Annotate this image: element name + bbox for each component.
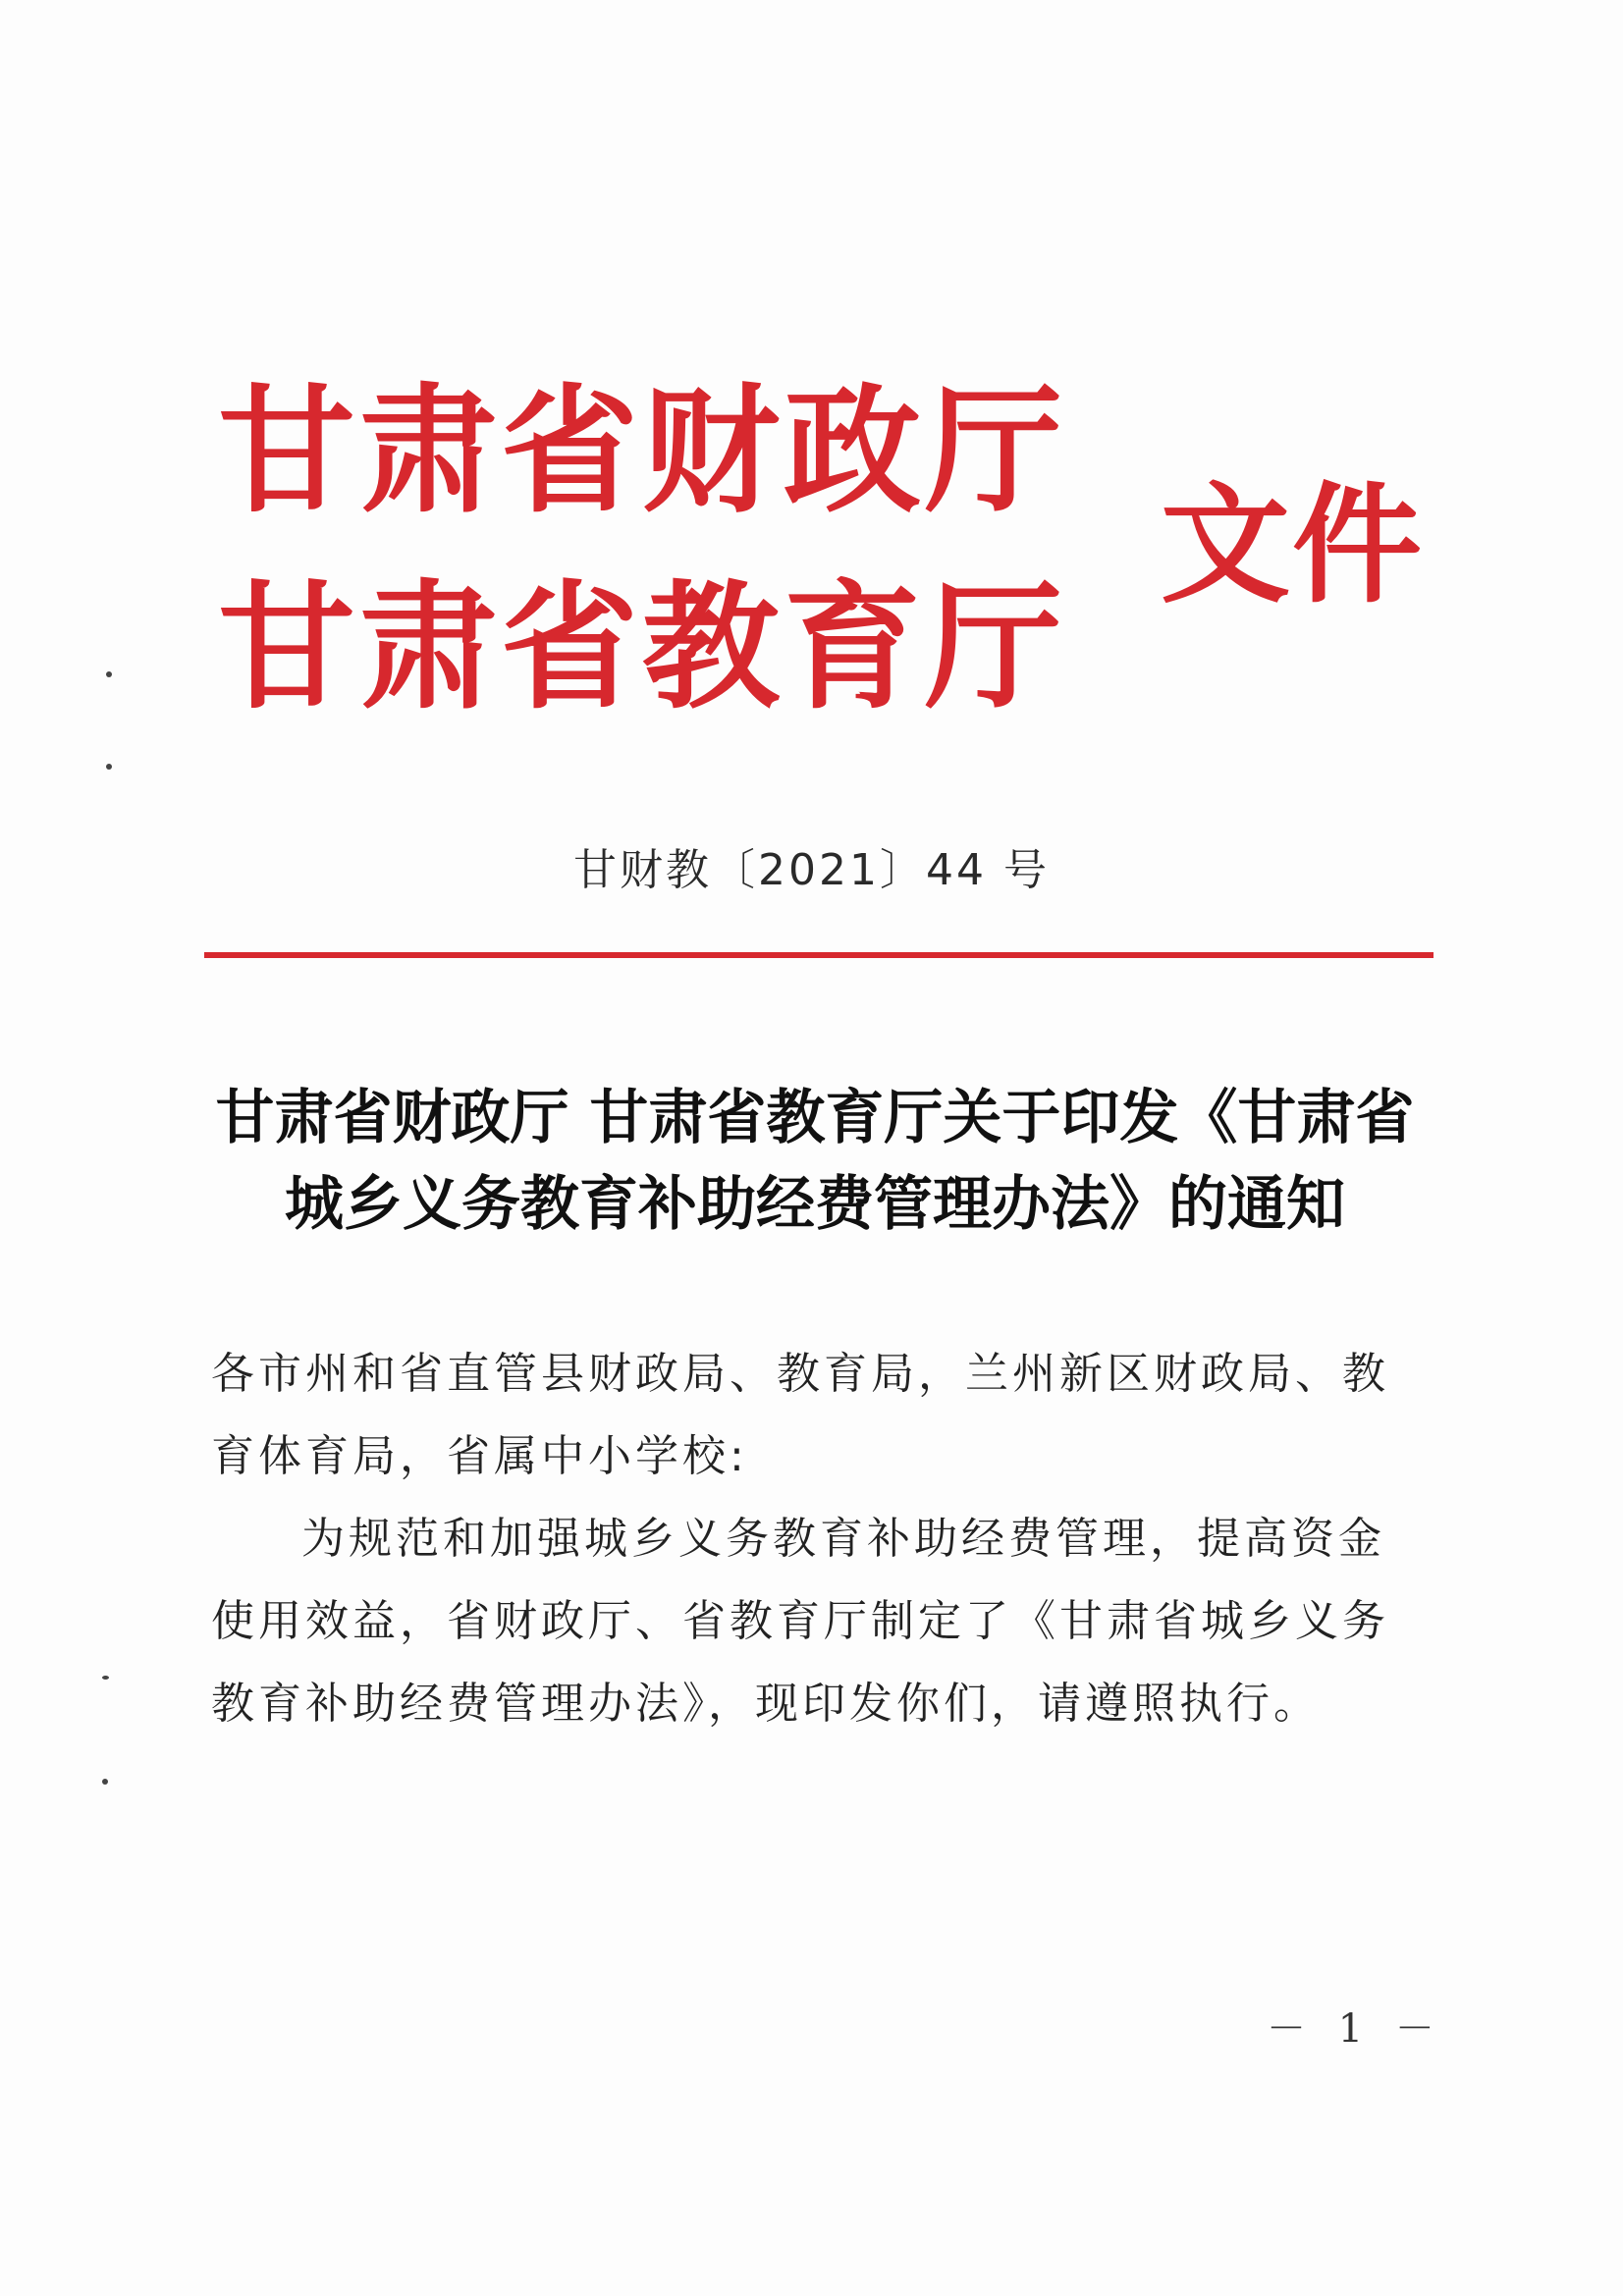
document-title [177,1075,1453,1248]
issuing-agency-education: 甘肃省教育厅 [218,567,1067,728]
body-paragraph: 为规范和加强城乡义务教育补助经费管理，提高资金使用效益，省财政厅、省教育厅制定了《甘肃省城乡义务教育补助经费管理办法》，现印发你们，请遵照执行。 [211,1514,1389,1729]
red-separator-line [204,952,1434,958]
document-body [211,1333,1424,1745]
issuing-agency-finance: 甘肃省财政厅 [218,371,1067,532]
document-number: 甘财教〔2021〕44 号 [573,845,1050,895]
red-letterhead [218,371,1435,736]
scan-speck [106,671,112,677]
title-line-2: 城乡义务教育补助经费管理办法》的通知 [285,1170,1345,1239]
scan-speck [102,1676,109,1680]
scan-speck [102,1779,108,1785]
page-number: － 1 － [1267,2006,1444,2052]
document-kind: 文件 [1161,469,1424,621]
scan-speck [106,764,112,770]
title-line-1: 甘肃省财政厅 甘肃省教育厅关于印发《甘肃省 [215,1084,1415,1152]
addressee-paragraph: 各市州和省直管县财政局、教育局，兰州新区财政局、教育体育局，省属中小学校: [211,1349,1389,1481]
